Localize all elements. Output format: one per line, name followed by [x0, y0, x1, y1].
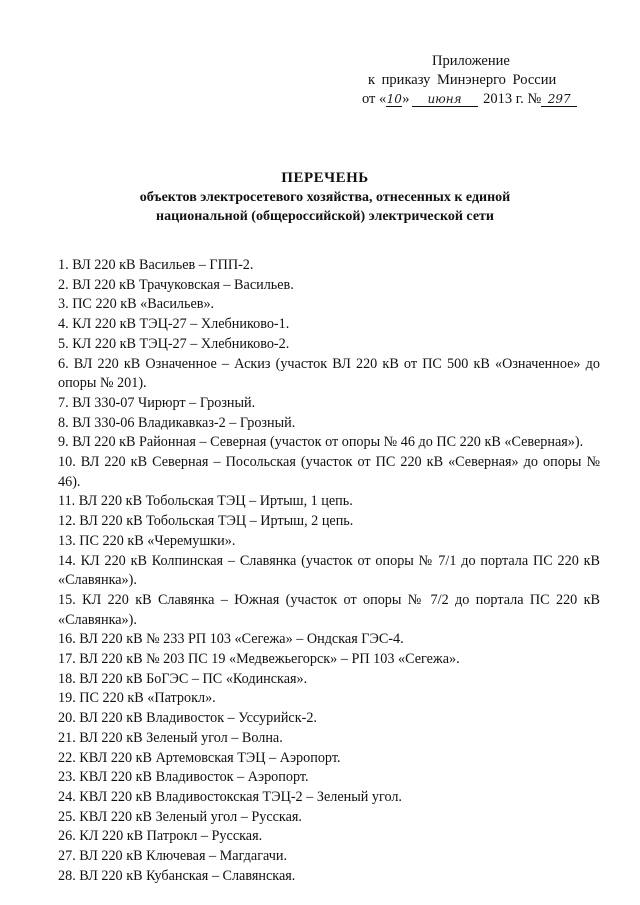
list-item: 19. ПС 220 кВ «Патрокл».	[58, 690, 216, 707]
list-item: 12. ВЛ 220 кВ Тобольская ТЭЦ – Иртыш, 2 цепь.	[58, 513, 354, 530]
list-item: 7. ВЛ 330-07 Чирюрт – Грозный.	[58, 394, 256, 411]
list-item: 18. ВЛ 220 кВ БоГЭС – ПС «Кодинская».	[58, 670, 308, 687]
date-day-handwritten: 10	[386, 92, 402, 106]
list-item: 22. КВЛ 220 кВ Артемовская ТЭЦ – Аэропорт.	[58, 749, 341, 766]
list-item: 10. ВЛ 220 кВ Северная – Посольская (участок от ПС 220 кВ «Северная» до опоры № 46).	[58, 454, 600, 490]
appendix-order-ref: к приказу Минэнерго России	[368, 72, 557, 88]
document-subtitle-line-1: объектов электросетевого хозяйства, отнесенных к единой	[139, 190, 511, 205]
list-item: 1. ВЛ 220 кВ Васильев – ГПП-2.	[58, 257, 254, 273]
list-item: 14. КЛ 220 кВ Колпинская – Славянка (участок от опоры № 7/1 до портала ПС 220 кВ «Славянка»).	[58, 552, 600, 589]
appendix-header	[348, 52, 608, 109]
list-item: 25. КВЛ 220 кВ Зеленый угол – Русская.	[58, 808, 302, 825]
list-item: 3. ПС 220 кВ «Васильев».	[58, 296, 215, 313]
list-item: 17. ВЛ 220 кВ № 203 ПС 19 «Медвежьегорск» – РП 103 «Сегежа».	[58, 651, 460, 668]
list-item: 23. КВЛ 220 кВ Владивосток – Аэропорт.	[58, 769, 309, 786]
list-item: 21. ВЛ 220 кВ Зеленый угол – Волна.	[58, 729, 283, 746]
date-year-text: 2013 г. №	[483, 91, 542, 107]
list-item: 24. КВЛ 220 кВ Владивостокская ТЭЦ-2 – Зеленый угол.	[58, 788, 402, 805]
document-heading	[60, 168, 590, 226]
list-item: 26. КЛ 220 кВ Патрокл – Русская.	[58, 828, 263, 845]
date-prefix: от «	[362, 91, 387, 107]
date-quote-close: »	[402, 91, 410, 107]
list-item: 28. ВЛ 220 кВ Кубанская – Славянская.	[58, 867, 296, 884]
list-item: 15. КЛ 220 кВ Славянка – Южная (участок от опоры № 7/2 до портала ПС 220 кВ «Славянка»).	[58, 591, 600, 628]
list-item: 4. КЛ 220 кВ ТЭЦ-27 – Хлебниково-1.	[58, 316, 290, 333]
appendix-date-line	[348, 90, 608, 109]
list-item: 27. ВЛ 220 кВ Ключевая – Магдагачи.	[58, 848, 288, 865]
order-number-handwritten: 297	[541, 92, 577, 107]
objects-list	[58, 256, 600, 887]
list-item: 13. ПС 220 кВ «Черемушки».	[58, 532, 236, 549]
date-month-handwritten: июня	[412, 92, 478, 107]
list-item: 9. ВЛ 220 кВ Районная – Северная (участок от опоры № 46 до ПС 220 кВ «Северная»).	[58, 434, 584, 451]
document-subtitle-line-2: национальной (общероссийской) электрической сети	[156, 209, 494, 224]
list-item: 8. ВЛ 330-06 Владикавказ-2 – Грозный.	[58, 414, 296, 431]
list-item: 2. ВЛ 220 кВ Трачуковская – Васильев.	[58, 276, 294, 293]
list-item: 11. ВЛ 220 кВ Тобольская ТЭЦ – Иртыш, 1 цепь.	[58, 493, 353, 510]
document-title: ПЕРЕЧЕНЬ	[281, 170, 369, 186]
list-item: 20. ВЛ 220 кВ Владивосток – Уссурийск-2.	[58, 710, 317, 727]
appendix-title: Приложение	[432, 53, 510, 69]
list-item: 6. ВЛ 220 кВ Означенное – Аскиз (участок ВЛ 220 кВ от ПС 500 кВ «Означенное» до опоры № 201).	[58, 355, 600, 392]
list-item: 16. ВЛ 220 кВ № 233 РП 103 «Сегежа» – Ондская ГЭС-4.	[58, 631, 404, 648]
list-item: 5. КЛ 220 кВ ТЭЦ-27 – Хлебниково-2.	[58, 335, 290, 352]
